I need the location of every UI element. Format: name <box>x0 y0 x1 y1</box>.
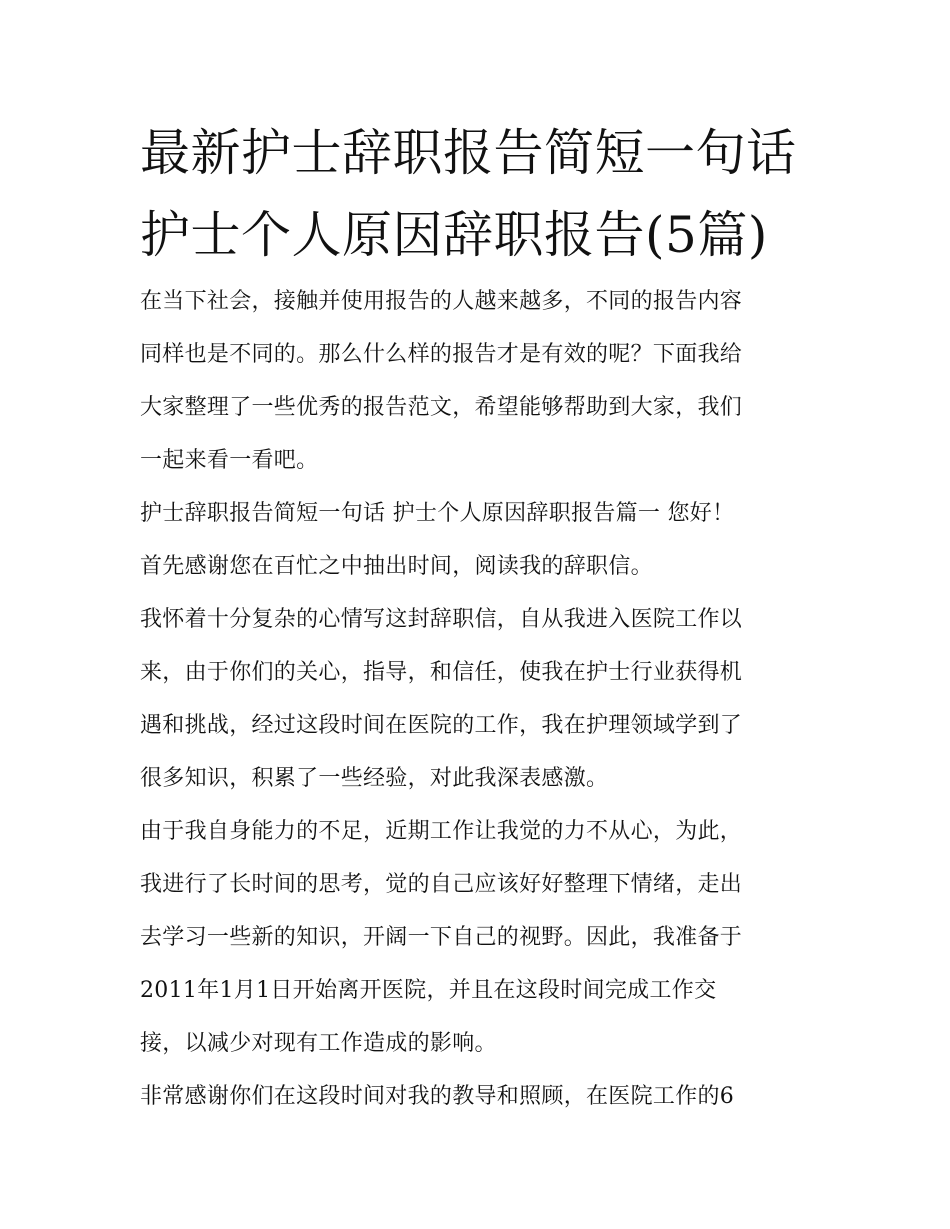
body-line: 首先感谢您在百忙之中抽出时间，阅读我的辞职信。 <box>140 554 653 579</box>
body-line: 由于我自身能力的不足，近期工作让我觉的力不从心，为此， <box>140 819 743 844</box>
body-line: 来，由于你们的关心，指导，和信任，使我在护士行业获得机 <box>140 660 743 685</box>
body-line: 一起来看一看吧。 <box>140 448 319 473</box>
body-line: 我怀着十分复杂的心情写这封辞职信，自从我进入医院工作以 <box>140 607 743 632</box>
title-line-1: 最新护士辞职报告简短一句话 <box>140 124 797 182</box>
body-line: 遇和挑战，经过这段时间在医院的工作，我在护理领域学到了 <box>140 713 743 738</box>
body-line: 接，以减少对现有工作造成的影响。 <box>140 1031 497 1056</box>
body-line: 护士辞职报告简短一句话 护士个人原因辞职报告篇一 您好！ <box>140 501 735 526</box>
body-line: 非常感谢你们在这段时间对我的教导和照顾，在医院工作的6 <box>140 1084 735 1109</box>
body-line: 我进行了长时间的思考，觉的自己应该好好整理下情绪，走出 <box>140 872 743 897</box>
body-line: 2011年1月1日开始离开医院，并且在这段时间完成工作交 <box>140 978 717 1003</box>
body-line: 在当下社会，接触并使用报告的人越来越多，不同的报告内容 <box>140 289 743 314</box>
document-body <box>140 279 820 1127</box>
body-line: 很多知识，积累了一些经验，对此我深表感激。 <box>140 766 609 791</box>
body-line: 去学习一些新的知识，开阔一下自己的视野。因此，我准备于 <box>140 925 743 950</box>
body-line: 同样也是不同的。那么什么样的报告才是有效的呢？下面我给 <box>140 342 743 367</box>
title-line-2: 护士个人原因辞职报告(5篇) <box>140 206 768 264</box>
document-title <box>140 112 820 276</box>
body-line: 大家整理了一些优秀的报告范文，希望能够帮助到大家，我们 <box>140 395 743 420</box>
